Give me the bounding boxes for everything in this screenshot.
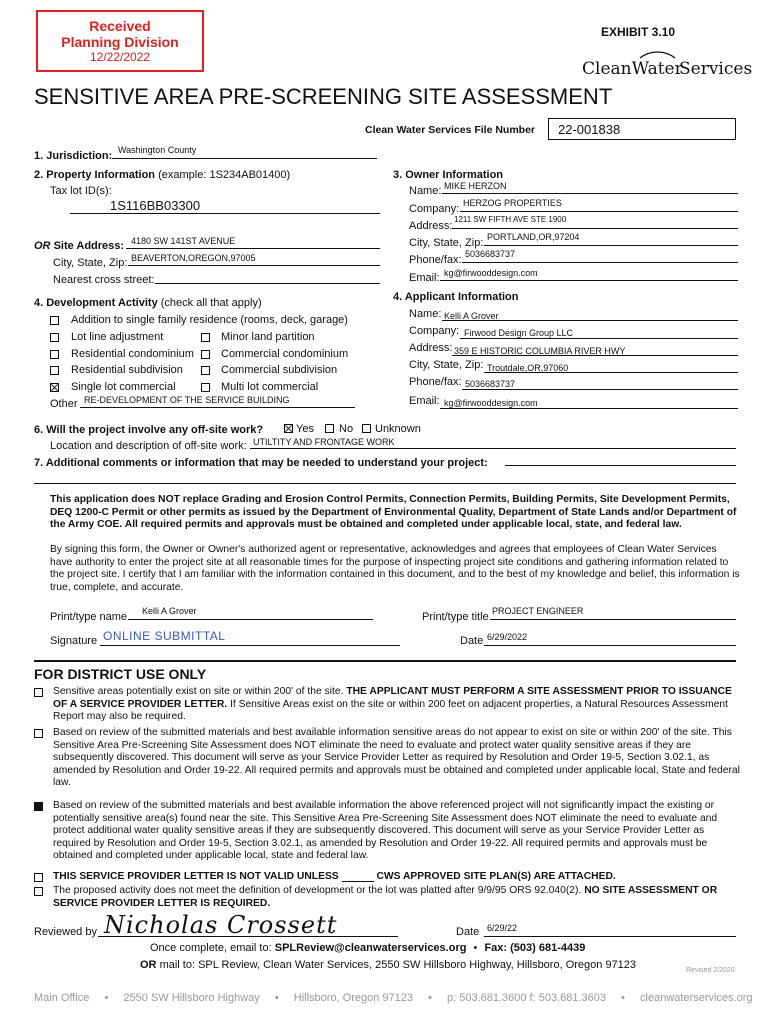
owner-phone-label: Phone/fax: [409,254,462,266]
applicant-name-value[interactable]: Kelli A Grover [444,311,499,321]
offsite-location-line [250,448,736,449]
district-item-4 [53,871,616,882]
stamp-line2: Planning Division [61,34,179,50]
checkbox-residential-subdivision[interactable] [50,366,59,375]
checkbox-district-4[interactable] [34,873,43,882]
checkbox-offsite-no[interactable] [325,424,334,433]
district-date-line [484,936,736,937]
received-stamp [36,10,204,72]
exhibit-label: EXHIBIT 3.10 [601,25,676,39]
print-name-value[interactable]: Kelli A Grover [142,606,197,616]
development-label: 4. Development Activity [34,297,158,309]
checkbox-lot-line[interactable] [50,333,59,342]
date-label: Date [460,635,484,647]
option-commercial-subdivision: Commercial subdivision [221,364,338,376]
fax-number: Fax: (503) 681-4439 [484,942,586,954]
district-item-5 [53,885,743,910]
cross-street-label: Nearest cross street: [53,274,155,286]
checkbox-minor-partition[interactable] [201,333,210,342]
owner-name-line [442,193,738,194]
owner-phone-value[interactable]: 5036683737 [465,249,516,259]
tax-lot-label: Tax lot ID(s): [50,185,112,197]
signature-value[interactable]: ONLINE SUBMITTAL [103,629,226,643]
checkbox-commercial-condo[interactable] [201,350,210,359]
owner-name-value[interactable]: MIKE HERZON [444,181,507,191]
file-number-box[interactable] [548,118,736,140]
print-name-label: Print/type name [50,611,128,623]
footer: Main Office • 2550 SW Hillsboro Highway • Hillsboro, Oregon 97123 • p: 503.681.3600 f: 503.681.3603 • cleanwaterservices.org [34,992,753,1004]
applicant-company-line [460,338,738,339]
applicant-email-line [440,408,738,409]
tax-lot-line [70,213,380,214]
footer-city: Hillsboro, Oregon 97123 [293,992,413,1004]
development-heading [34,297,262,309]
district-item-2: Based on review of the submitted materials and best available information sensitive areas do not appear to exist on site or within 200' of the site. This Sensitive Area Pre-Screening Site Assessment does NOT eliminate the need to evaluate and protect water quality sensitive areas if they are subsequently discovered. This document will serve as your Service Provider Letter as required by Resolution and Order 19-5, Section 3.02.1, as amended by Resolution and Order 19-22. All required permits and approvals must be obtained and completed under applicable local, State and federal law. [53,727,740,788]
site-address-row [34,240,124,252]
footer-web[interactable]: cleanwaterservices.org [640,992,753,1004]
tax-lot-value[interactable]: 1S116BB03300 [110,198,201,213]
district-item-1-tail: If Sensitive Areas exist on the site or within 200 feet on adjacent properties, a Natural Resources Assessment Report may also be required. [53,698,728,722]
footer-address: 2550 SW Hillsboro Highway [123,992,260,1004]
applicant-company-value[interactable]: Firwood Design Group LLC [464,328,574,338]
file-number-value: 22-001838 [558,122,621,137]
owner-company-label: Company: [409,203,460,215]
checkbox-single-lot-commercial[interactable] [50,383,59,392]
owner-address-line [452,228,738,229]
district-item-5-plain: The proposed activity does not meet the definition of development or the lot was platted after 9/9/95 ORS 92.040(2). [53,885,582,896]
checkbox-offsite-yes[interactable] [284,424,293,433]
applicant-phone-value[interactable]: 5036683737 [465,379,516,389]
owner-email-line [440,280,738,281]
jurisdiction-line [112,158,377,159]
logo-text-2: Services [679,59,753,79]
owner-company-value[interactable]: HERZOG PROPERTIES [463,198,562,208]
property-label: 2. Property Information [34,169,156,181]
checkbox-addition[interactable] [50,316,59,325]
site-city-value[interactable]: BEAVERTON,OREGON,97005 [131,253,256,263]
option-addition: Addition to single family residence (rooms, deck, garage) [71,314,348,326]
site-city-label: City, State, Zip: [53,257,128,269]
print-name-line [128,619,373,620]
owner-email-label: Email: [409,272,440,284]
or-label: OR [34,240,51,252]
stamp-date: 12/22/2022 [89,50,151,64]
checkbox-residential-condo[interactable] [50,350,59,359]
district-item-5-bold: NO SITE ASSESSMENT OR SERVICE PROVIDER LETTER IS REQUIRED. [53,885,718,909]
applicant-phone-label: Phone/fax: [409,376,462,388]
owner-city-label: City, State, Zip: [409,237,484,249]
print-title-label: Print/type title [422,611,489,623]
owner-address-label: Address: [409,220,453,232]
district-heading: FOR DISTRICT USE ONLY [34,666,207,682]
site-city-line [128,265,380,266]
offsite-yes-label: Yes [296,423,314,435]
notice-bold: This application does NOT replace Grading and Erosion Control Permits, Connection Permits, Building Permits, Site Development Permits, DEQ 1200-C Permit or other permits as issued by the Department of Environmental Quality, Department of State Lands and/or Department of the Army COE. All required permits and approvals must be obtained and completed under applicable local, state, and federal law. [50,494,737,530]
file-number-label: Clean Water Services File Number [365,124,536,136]
district-item-4-a: THIS SERVICE PROVIDER LETTER IS NOT VALID UNLESS [53,871,339,882]
footer-office: Main Office [34,992,90,1004]
email-instructions: Once complete, email to: SPLReview@cleanwaterservices.org • Fax: (503) 681-4439 [150,942,586,954]
district-divider [34,660,736,662]
option-lot-line: Lot line adjustment [71,331,164,343]
applicant-city-value[interactable]: Troutdale,OR,97060 [487,363,569,373]
offsite-no-label: No [339,423,354,435]
date-value[interactable]: 6/29/2022 [487,632,528,642]
applicant-email-label: Email: [409,395,440,407]
district-date-value[interactable]: 6/29/22 [487,923,518,933]
offsite-question: 6. Will the project involve any off-site work? [34,424,264,436]
reviewed-by-label: Reviewed by [34,926,97,938]
checkbox-district-1[interactable] [34,688,43,697]
applicant-name-label: Name: [409,308,442,320]
applicant-email-value[interactable]: kg@firwooddesign.com [444,398,538,408]
site-address-value[interactable]: 4180 SW 141ST AVENUE [131,236,236,246]
owner-address-value[interactable]: 1211 SW FIFTH AVE STE 1900 [454,215,567,224]
offsite-location-label: Location and description of off-site work: [50,440,247,452]
mail-instructions [140,959,636,971]
applicant-phone-line [462,389,738,390]
owner-city-value[interactable]: PORTLAND,OR,97204 [487,232,580,242]
site-address-label: Site Address: [53,240,125,252]
district-item-3: Based on review of the submitted materials and best available information the above referenced project will not significantly impact the existing or potentially sensitive area(s) found near the site. This Sensitive Area Pre-Screening Site Assessment does NOT eliminate the need to evaluate and protect additional water quality sensitive areas if they are subsequently discovered. This document will serve as your Service Provider Letter as required by Resolution and Order 19-5, Section 3.02.1, as amended by Resolution and Order 19-22. All required permits and approvals must be obtained and completed under applicable local, state and federal law. [53,800,718,861]
checkbox-multi-lot-commercial[interactable] [201,383,210,392]
development-sub: (check all that apply) [160,297,262,309]
applicant-address-value[interactable]: 359 E HISTORIC COLUMBIA RIVER HWY [454,346,626,356]
property-heading [34,169,290,181]
district-date-label: Date [456,926,480,938]
option-commercial-condo: Commercial condominium [221,348,349,360]
owner-company-line [460,211,738,212]
property-example: (example: 1S234AB01400) [158,169,291,181]
other-line [80,407,355,408]
email-address[interactable]: SPLReview@cleanwaterservices.org [274,942,467,954]
option-multi-lot-commercial: Multi lot commercial [221,381,319,393]
offsite-location-value[interactable]: UTILTITY AND FRONTAGE WORK [253,437,395,447]
district-item-4-b: CWS APPROVED SITE PLAN(S) ARE ATTACHED. [376,871,616,882]
signature-line [100,645,400,646]
stamp-line1: Received [89,18,151,34]
jurisdiction-label: 1. Jurisdiction: [34,150,113,162]
checkbox-district-5[interactable] [34,887,43,896]
cross-street-line[interactable] [155,283,380,284]
option-minor-partition: Minor land partition [221,331,315,343]
checkbox-district-2[interactable] [34,729,43,738]
option-residential-subdivision: Residential subdivision [71,364,183,376]
email-prefix: Once complete, email to: [150,942,272,954]
applicant-heading: 4. Applicant Information [393,291,519,303]
signature-label: Signature [50,635,98,647]
district-item-1-bold: THE APPLICANT MUST PERFORM A SITE ASSESSMENT PRIOR TO ISSUANCE OF A SERVICE PROVIDER LETTER. [53,686,732,710]
mail-address: mail to: SPL Review, Clean Water Services, 2550 SW Hillsboro Highway, Hillsboro, Oregon 97123 [159,959,637,971]
reviewer-signature: Nicholas Crossett [104,911,338,939]
checkbox-commercial-subdivision[interactable] [201,366,210,375]
applicant-address-label: Address: [409,342,453,354]
notice-text: By signing this form, the Owner or Owner's authorized agent or representative, acknowledges and agrees that employees of Clean Water Services have authority to enter the project site at all reasonable times for the purpose of inspecting project site conditions and gathering information related to the project site. I certify that I am familiar with the information contained in this document, and to the best of my knowledge and belief, this information is true, complete, and accurate. [50,544,740,593]
revised-note: Revised 2/2020 [686,967,735,974]
other-label: Other [50,398,78,410]
page-title: SENSITIVE AREA PRE-SCREENING SITE ASSESSMENT [34,84,613,109]
comments-line-1[interactable] [505,465,736,466]
option-residential-condo: Residential condominium [71,348,194,360]
option-single-lot-commercial: Single lot commercial [71,381,176,393]
checkbox-offsite-unknown[interactable] [362,424,371,433]
owner-email-value[interactable]: kg@firwooddesign.com [444,268,538,278]
checkbox-district-3[interactable] [34,802,43,811]
print-title-line [490,619,736,620]
other-value[interactable]: RE-DEVELOPMENT OF THE SERVICE BUILDING [84,395,290,405]
district-item-1-plain: Sensitive areas potentially exist on site or within 200' of the site. [53,686,344,697]
owner-heading: 3. Owner Information [393,169,504,181]
applicant-company-label: Company: [409,325,460,337]
owner-name-label: Name: [409,185,442,197]
district-item-1 [53,686,743,724]
owner-city-line [484,245,738,246]
footer-phone: p: 503.681.3600 f: 503.681.3603 [446,992,607,1004]
mail-or: OR [140,959,157,971]
print-title-value[interactable]: PROJECT ENGINEER [492,606,584,616]
owner-phone-line [462,262,738,263]
logo-text-1: CleanWater [582,59,683,79]
comments-label: 7. Additional comments or information that may be needed to understand your project: [34,457,488,469]
applicant-city-label: City, State, Zip: [409,359,484,371]
comments-line-2[interactable] [34,483,736,484]
clean-water-services-logo [580,52,753,79]
site-address-line [126,248,380,249]
district-item-4-blank[interactable] [342,881,374,882]
date-line [484,645,736,646]
jurisdiction-value[interactable]: Washington County [118,145,197,155]
offsite-unknown-label: Unknown [375,423,421,435]
